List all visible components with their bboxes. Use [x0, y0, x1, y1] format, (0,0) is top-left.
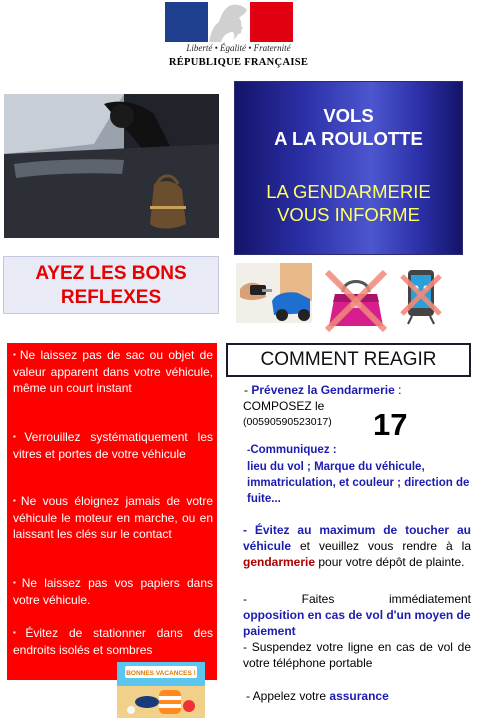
- step-evitez: [243, 522, 471, 570]
- reflexes-line-2: REFLEXES: [60, 287, 162, 308]
- evitez-text: Évitez au maximum de toucher au véhicule: [243, 523, 471, 553]
- step-suspendez: - Suspendez votre ligne en cas de vol de votre téléphone portable: [243, 640, 471, 670]
- assurance-lead: - Appelez votre: [246, 689, 330, 703]
- bullet-icon: ▪: [13, 432, 23, 441]
- tip-item: [13, 429, 213, 462]
- subtitle: [235, 180, 462, 226]
- republique-francaise-logo: [0, 0, 477, 80]
- communiquez-details: lieu du vol ; Marque du véhicule, immatriculation, et couleur ; direction de fuite...: [247, 461, 470, 505]
- evitez-rest: et veuillez vous rendre à la: [291, 539, 471, 553]
- prevenez-text: Prévenez la Gendarmerie: [251, 383, 395, 397]
- republique-francaise-label: RÉPUBLIQUE FRANÇAISE: [168, 57, 309, 68]
- car-key-remote-icon: [236, 263, 312, 323]
- comment-reagir-heading: COMMENT REAGIR: [226, 343, 471, 377]
- bullet-icon: ▪: [13, 628, 24, 637]
- dash: -: [243, 523, 255, 537]
- emergency-number: 17: [373, 407, 408, 442]
- communiquez-label: Communiquez :: [250, 444, 337, 456]
- tip-item: [13, 625, 213, 658]
- tip-item: [13, 493, 213, 543]
- no-phone-icon: [398, 266, 444, 326]
- beach-label: BONNES VACANCES !: [126, 670, 196, 677]
- tip-text: Ne laissez pas de sac ou objet de valeur apparent dans votre véhicule, même un court instant: [13, 348, 213, 395]
- tip-item: [13, 347, 213, 397]
- tip-text: Ne laissez pas vos papiers dans votre véhicule.: [13, 576, 213, 607]
- opposition-lead: - Faites immédiatement: [243, 592, 471, 606]
- title-box: [234, 81, 463, 255]
- dash: -: [247, 445, 251, 456]
- subtitle-line-1: LA GENDARMERIE: [266, 181, 431, 202]
- no-handbag-icon: [321, 266, 391, 334]
- tip-text: Verrouillez systématiquement les vitres et portes de votre véhicule: [13, 430, 213, 461]
- step-communiquez: [247, 442, 471, 507]
- compose-label: COMPOSEZ le: [243, 399, 325, 413]
- opposition-text: opposition en cas de vol d'un moyen de paiement: [243, 608, 471, 638]
- title-line-1: VOLS: [323, 105, 374, 126]
- gendarmerie-highlight: gendarmerie: [243, 555, 316, 569]
- beach-vacation-image: [117, 662, 205, 718]
- international-number: (00590590523017): [243, 416, 332, 428]
- step-prevenez: [244, 382, 472, 398]
- motto: Liberté • Égalité • Fraternité: [186, 43, 291, 53]
- main-title: [235, 104, 462, 150]
- tip-item: [13, 575, 213, 608]
- bullet-icon: ▪: [13, 578, 20, 587]
- car-theft-photo: [4, 94, 219, 238]
- step-opposition: [243, 591, 471, 639]
- dash: -: [244, 383, 252, 397]
- title-line-2: A LA ROULOTTE: [274, 128, 423, 149]
- marianne-flag-icon: [165, 2, 293, 42]
- subtitle-line-2: VOUS INFORME: [277, 204, 420, 225]
- tip-text: Ne vous éloignez jamais de votre véhicule le moteur en marche, ou en laissant les clés sur le contact: [13, 494, 213, 541]
- reflexes-line-1: AYEZ LES BONS: [35, 263, 187, 284]
- reflexes-heading: [3, 256, 219, 314]
- assurance-text: assurance: [329, 689, 389, 703]
- bullet-icon: ▪: [13, 350, 18, 359]
- tips-panel: [7, 343, 217, 680]
- tip-text: Évitez de stationner dans des endroits isolés et sombres: [13, 626, 213, 657]
- bullet-icon: ▪: [13, 496, 19, 505]
- colon: :: [394, 383, 402, 397]
- evitez-rest-2: pour votre dépôt de plainte.: [315, 555, 465, 569]
- step-assurance: [246, 688, 472, 704]
